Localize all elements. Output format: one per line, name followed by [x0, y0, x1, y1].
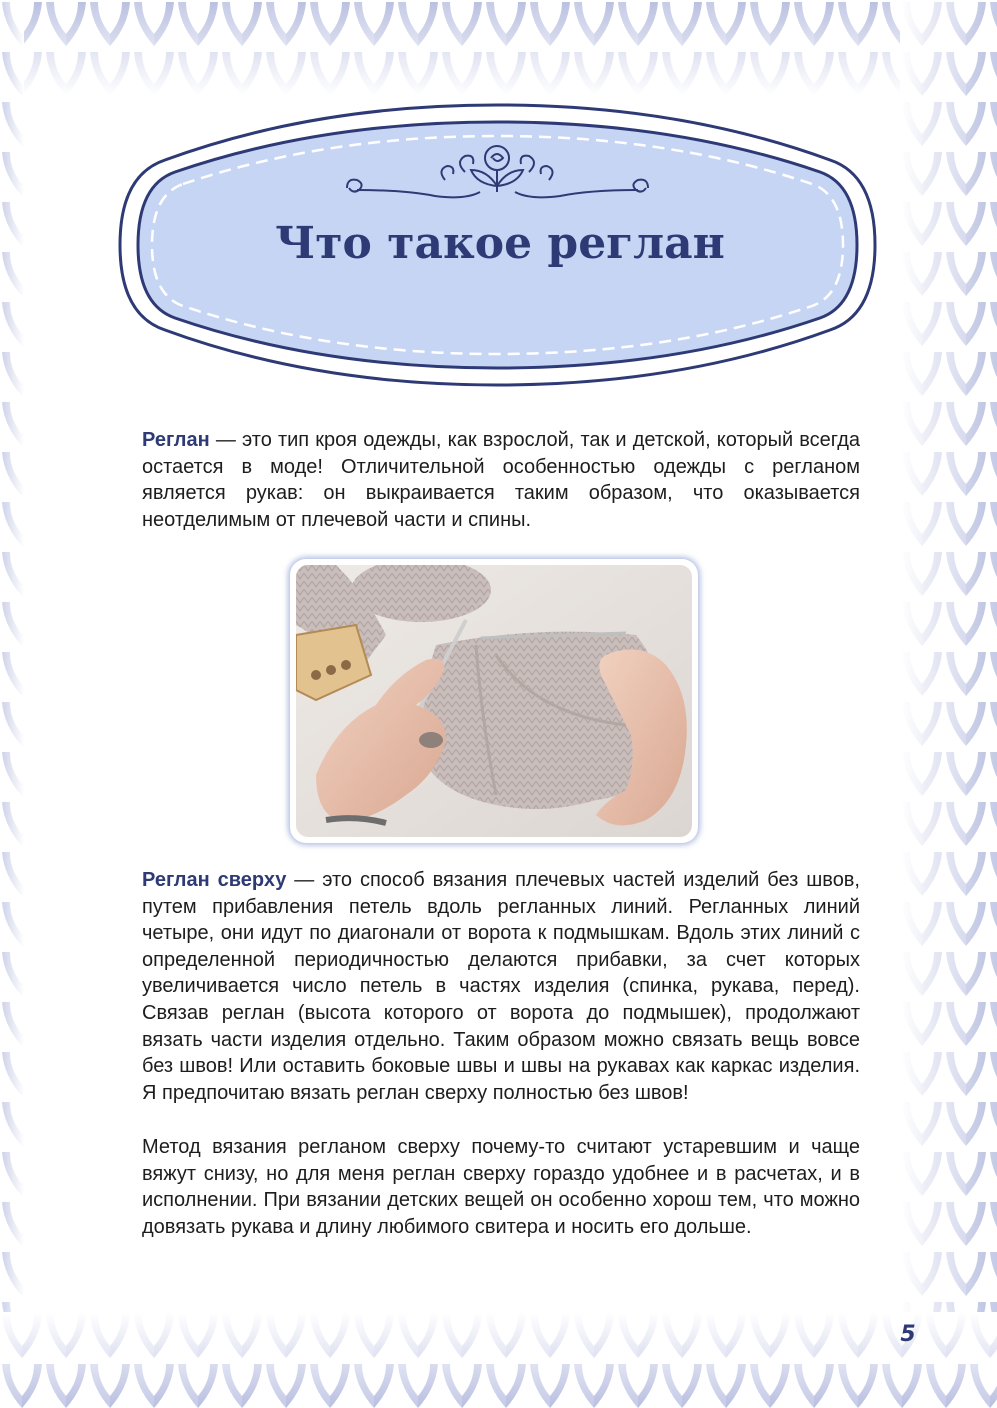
knitting-illustration: [296, 565, 692, 837]
paragraph-raglan-top-down: [142, 867, 860, 1106]
knit-border-top: [0, 0, 997, 96]
paragraph-text: — это способ вязания плечевых частей изделий без швов, путем прибавления петель вдоль регланных линий. Регланных линий четыре, они идут по диагонали от ворота к подмышкам. Вдоль этих линий с определенной периодичностью делаются прибавки, за счет которых увеличивается число петель в частях изделия (спинка, рукава, перед). Связав реглан (высота которого от ворота до подмышек), продолжают вязать части изделия отдельно. Таким образом можно связать вещь вовсе без швов! Или оставить боковые швы и швы на рукавах как каркас изделия. Я предпочитаю вязать реглан сверху полностью без швов!: [142, 869, 860, 1104]
paragraph-raglan-definition: [142, 427, 860, 533]
knit-border-right: [900, 0, 997, 1408]
term-raglan-top-down: Реглан сверху: [142, 869, 287, 891]
page-number: 5: [900, 1322, 916, 1347]
paragraph-method: Метод вязания регланом сверху почему-то считают устаревшим и чаще вяжут снизу, но для меня реглан сверху гораздо удобнее и в расчетах, и в исполнении. При вязании детских вещей он особенно хорош тем, что можно довязать рукава и длину любимого свитера и носить его дольше.: [142, 1136, 860, 1238]
page-title: Что такое реглан: [275, 218, 725, 269]
knitting-photo: [290, 559, 698, 843]
term-raglan: Реглан: [142, 429, 210, 451]
knit-border-bottom: [0, 1312, 997, 1408]
knit-border-left: [0, 0, 24, 1408]
paragraph-text: — это тип кроя одежды, как взрослой, так и детской, который всегда остается в моде! Отличительной особенностью одежды с регланом является рукав: он выкраивается таким образом, что оказывается неотделимым от плечевой части и спины.: [142, 429, 860, 531]
